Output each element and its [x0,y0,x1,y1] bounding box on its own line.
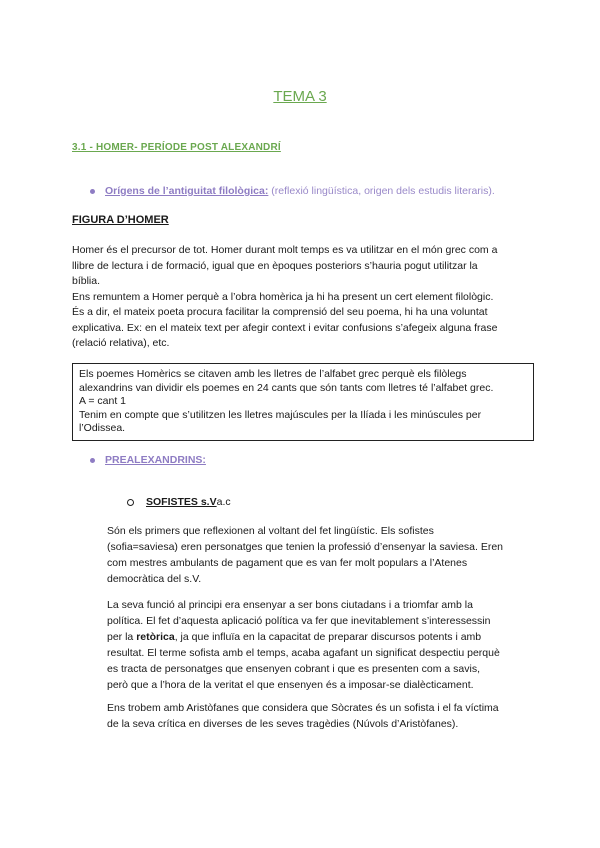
paragraph-line: de la seva crítica en diverses de les seves tragèdies (Núvols d’Aristòfanes). [107,718,459,730]
box-line: A = cant 1 [79,395,126,407]
bullet-dot-icon [90,458,95,463]
circle-bullet-icon [127,499,134,506]
paragraph-line: democràtica del s.V. [107,573,202,585]
text-fragment: , ja que influïa en la capacitat de preparar discursos potents i amb [174,631,482,643]
bullet-prealexandrins-label: PREALEXANDRINS: [105,454,206,466]
paragraph-line [107,629,532,645]
bullet-dot-icon [90,189,95,194]
paragraph-homer [72,243,532,352]
paragraph-line: llibre de lectura i de formació, igual que en èpoques posteriors s’hauria pogut utilitzar la [72,259,478,272]
paragraph-line: (relació relativa), etc. [72,337,170,349]
figura-heading: FIGURA D’HOMER [72,214,169,226]
paragraph-sofistes [107,523,532,587]
section-heading: 3.1 - HOMER- PERÍODE POST ALEXANDRÍ [72,142,281,153]
paragraph-line: Ens trobem amb Aristòfanes que considera que Sòcrates és un sofista i el fa víctima [107,702,499,714]
paragraph-line: (sofia=saviesa) eren personatges que tenien la professió d’ensenyar la saviesa. Eren [107,541,504,553]
note-box [72,363,534,441]
paragraph-funcio [107,597,532,693]
paragraph-aristofanes [107,700,532,732]
paragraph-line: És a dir, el mateix poeta procura facilitar la comprensió del seu poema, hi ha una voluntat [72,306,488,318]
box-line: l’Odissea. [79,422,126,434]
bold-term: retòrica [136,631,175,643]
paragraph-line: Ens remuntem a Homer perquè a l’obra homèrica ja hi ha present un cert element filològic. [72,290,494,303]
sofistes-suffix: a.c [216,496,231,508]
paragraph-line: política. El fet d’aquesta aplicació política va fer que inevitablement s’interessessin [107,615,491,627]
page-title: TEMA 3 [273,88,327,105]
bullet-origins [90,184,495,198]
sub-bullet-sofistes [127,495,231,509]
paragraph-line: Són els primers que reflexionen al voltant del fet lingüístic. Els sofistes [107,525,434,537]
sofistes-label: SOFISTES s.V [146,496,217,508]
box-line: Tenim en compte que s’utilitzen les lletres majúscules per la Ilíada i les minúscules per [79,408,482,421]
paragraph-line: es tracta de personatges que ensenyen cobrant i que es presenten com a savis, [107,663,480,675]
bullet-origins-text: (reflexió lingüística, origen dels estudis literaris). [268,185,495,197]
paragraph-line: La seva funció al principi era ensenyar a ser bons ciutadans i a triomfar amb la [107,599,473,611]
paragraph-line: bíblia. [72,275,101,287]
text-fragment: per la [107,631,137,643]
paragraph-line: però que a l’hora de la veritat el que ensenyen és a imposar-se dialècticament. [107,679,474,691]
box-line: Els poemes Homèrics se citaven amb les lletres de l’alfabet grec perquè els filòlegs [79,368,467,380]
bullet-origins-label: Orígens de l’antiguitat filològica: [105,185,269,197]
paragraph-line: explicativa. Ex: en el mateix text per afegir context i evitar confusions s’afegeix alguna frase [72,321,498,334]
paragraph-line: Homer és el precursor de tot. Homer durant molt temps es va utilitzar en el món grec com a [72,244,498,256]
box-line: alexandrins van dividir els poemes en 24 cants que són tants com lletres té l’alfabet grec. [79,381,494,394]
bullet-prealexandrins [90,453,206,467]
paragraph-line: resultat. El terme sofista amb el temps, acaba agafant un significat despectiu perquè [107,647,500,659]
paragraph-line: com mestres ambulants de pagament que es van fer molt populars a l’Atenes [107,557,468,569]
